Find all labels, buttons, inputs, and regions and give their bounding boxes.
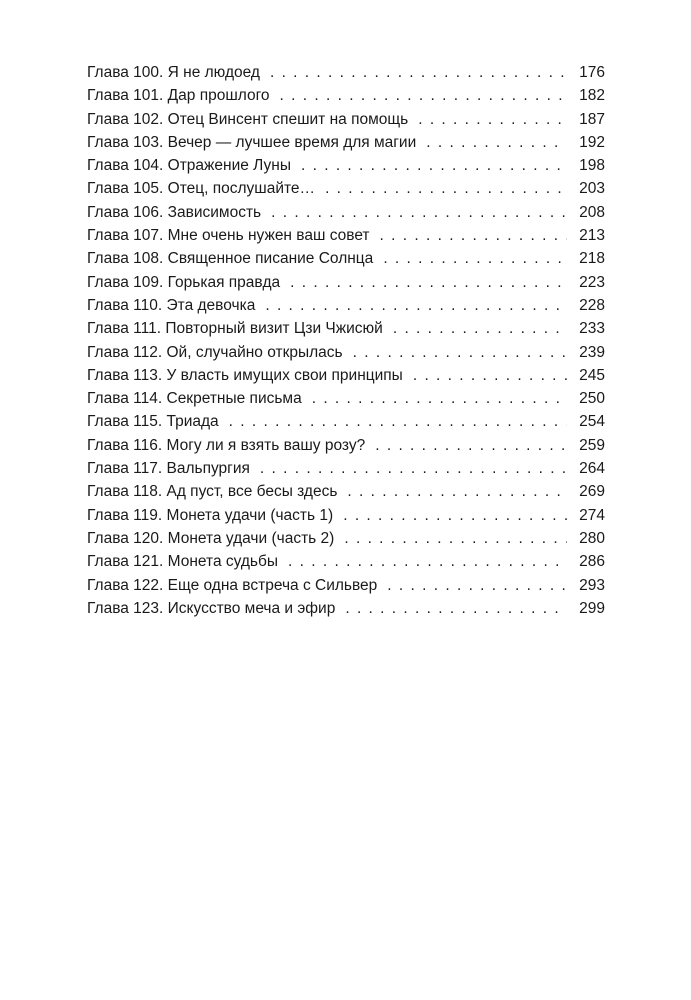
toc-entry-title: Глава 118. Ад пуст, все бесы здесь	[87, 483, 338, 501]
toc-dot-leader	[290, 271, 567, 294]
toc-entry-title: Глава 115. Триада	[87, 413, 219, 431]
toc-entry-121	[87, 550, 605, 573]
toc-dot-leader	[343, 504, 567, 527]
toc-entry-109	[87, 271, 605, 294]
toc-entry-page: 269	[579, 483, 605, 501]
toc-entry-116	[87, 434, 605, 457]
toc-dot-leader	[344, 527, 567, 550]
toc-entry-123	[87, 597, 605, 620]
toc-entry-page: 293	[579, 576, 605, 594]
toc-dot-leader	[383, 247, 567, 270]
toc-dot-leader	[280, 84, 567, 107]
toc-entry-page: 176	[579, 64, 605, 81]
toc-dot-leader	[426, 131, 567, 154]
toc-entry-page: 213	[579, 227, 605, 245]
toc-entry-106	[87, 201, 605, 224]
toc-entry-101	[87, 84, 605, 107]
toc-entry-112	[87, 341, 605, 364]
toc-entry-104	[87, 154, 605, 177]
toc-entry-page: 228	[579, 296, 605, 314]
toc-entry-title: Глава 116. Могу ли я взять вашу розу?	[87, 436, 366, 454]
toc-entry-120	[87, 527, 605, 550]
toc-dot-leader	[260, 457, 567, 480]
toc-dot-leader	[345, 597, 567, 620]
toc-entry-page: 299	[579, 599, 605, 617]
toc-entry-title: Глава 114. Секретные письма	[87, 390, 302, 408]
toc-entry-105	[87, 177, 605, 200]
toc-entry-page: 208	[579, 203, 605, 221]
toc-entry-page: 239	[579, 343, 605, 361]
toc-entry-page: 233	[579, 320, 605, 338]
toc-dot-leader	[271, 201, 567, 224]
toc-entry-title: Глава 111. Повторный визит Цзи Чжисюй	[87, 320, 383, 338]
toc-entry-107	[87, 224, 605, 247]
toc-entry-page: 198	[579, 157, 605, 175]
toc-entry-115	[87, 410, 605, 433]
toc-entry-title: Глава 107. Мне очень нужен ваш совет	[87, 227, 370, 245]
toc-entry-110	[87, 294, 605, 317]
toc-entry-page: 223	[579, 273, 605, 291]
toc-dot-leader	[387, 574, 567, 597]
toc-dot-leader	[270, 61, 567, 84]
toc-entry-page: 274	[579, 506, 605, 524]
toc-entry-title: Глава 106. Зависимость	[87, 203, 262, 221]
toc-entry-100	[87, 61, 605, 84]
toc-entry-title: Глава 122. Еще одна встреча с Сильвер	[87, 576, 378, 594]
toc-entry-title: Глава 117. Вальпургия	[87, 460, 250, 478]
toc-entry-119	[87, 504, 605, 527]
toc-entry-page: 182	[579, 87, 605, 105]
toc-entry-page: 254	[579, 413, 605, 431]
toc-entry-page: 264	[579, 460, 605, 478]
toc-entry-page: 259	[579, 436, 605, 454]
toc-dot-leader	[347, 480, 567, 503]
toc-dot-leader	[375, 434, 567, 457]
toc-entry-title: Глава 103. Вечер — лучшее время для магии	[87, 133, 417, 151]
toc-entry-103	[87, 131, 605, 154]
toc-entry-title: Глава 108. Священное писание Солнца	[87, 250, 374, 268]
toc-entry-page: 250	[579, 390, 605, 408]
toc-dot-leader	[393, 317, 567, 340]
toc-dot-leader	[312, 387, 567, 410]
toc-entry-title: Глава 112. Ой, случайно открылась	[87, 343, 343, 361]
toc-dot-leader	[353, 341, 567, 364]
toc-entry-117	[87, 457, 605, 480]
toc-entry-111	[87, 317, 605, 340]
toc-entry-title: Глава 110. Эта девочка	[87, 296, 256, 314]
toc-entry-title: Глава 101. Дар прошлого	[87, 87, 270, 105]
toc-entry-page: 280	[579, 529, 605, 547]
toc-entry-title: Глава 100. Я не людоед	[87, 64, 260, 81]
toc-entry-122	[87, 574, 605, 597]
toc-entry-page: 286	[579, 553, 605, 571]
toc-entry-title: Глава 104. Отражение Луны	[87, 157, 291, 175]
toc-entry-title: Глава 105. Отец, послушайте…	[87, 180, 316, 198]
toc-entry-title: Глава 113. У власть имущих свои принципы	[87, 366, 403, 384]
toc-dot-leader	[229, 410, 567, 433]
toc-entry-title: Глава 109. Горькая правда	[87, 273, 281, 291]
toc-entry-page: 245	[579, 366, 605, 384]
toc-entry-114	[87, 387, 605, 410]
toc-dot-leader	[288, 550, 567, 573]
toc-dot-leader	[380, 224, 567, 247]
toc-entry-page: 203	[579, 180, 605, 198]
toc-entry-title: Глава 119. Монета удачи (часть 1)	[87, 506, 334, 524]
toc-entry-title: Глава 102. Отец Винсент спешит на помощь	[87, 110, 409, 128]
toc-entry-108	[87, 247, 605, 270]
toc-entry-118	[87, 480, 605, 503]
toc-entry-page: 192	[579, 133, 605, 151]
toc-entry-113	[87, 364, 605, 387]
toc-dot-leader	[301, 154, 567, 177]
toc-dot-leader	[418, 108, 567, 131]
toc-entry-title: Глава 120. Монета удачи (часть 2)	[87, 529, 335, 547]
toc-entry-102	[87, 108, 605, 131]
toc-entry-title: Глава 121. Монета судьбы	[87, 553, 278, 571]
toc-entry-title: Глава 123. Искусство меча и эфир	[87, 599, 336, 617]
toc-entry-page: 218	[579, 250, 605, 268]
toc-dot-leader	[265, 294, 567, 317]
table-of-contents	[87, 61, 605, 620]
toc-dot-leader	[325, 177, 567, 200]
toc-entry-page: 187	[579, 110, 605, 128]
toc-dot-leader	[413, 364, 567, 387]
